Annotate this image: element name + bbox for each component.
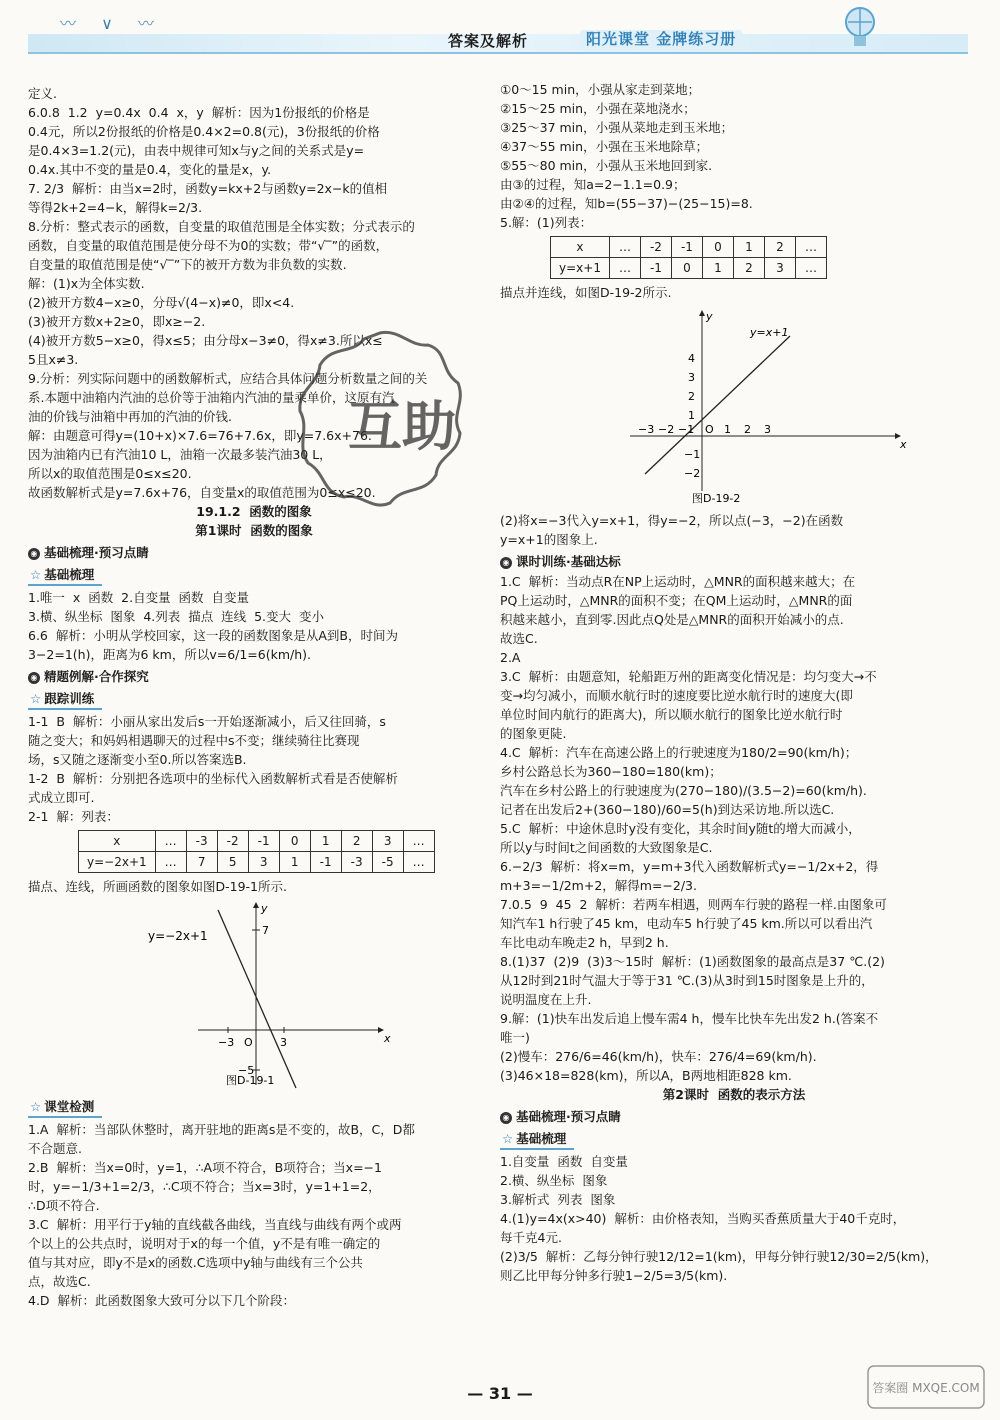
table-cell: -1: [248, 831, 279, 852]
left-answer-block-4: [28, 1120, 480, 1310]
table-cell: …: [609, 258, 640, 279]
x-axis-label: x: [900, 438, 907, 451]
table-cell: 3: [372, 831, 403, 852]
text-line: 1.自变量 函数 自变量: [500, 1154, 628, 1169]
table-cell: 2: [733, 258, 764, 279]
text-line: 故函数解析式是y=7.6x+76，自变量x的取值范围为0≤x≤20.: [28, 485, 376, 500]
text-line: 1.唯一 x 函数 2.自变量 函数 自变量: [28, 590, 249, 605]
page-header: [0, 0, 1000, 58]
text-line: 8.分析：整式表示的函数，自变量的取值范围是全体实数；分式表示的: [28, 219, 415, 234]
tick-label: 3: [688, 371, 695, 384]
text-line: m+3=−1/2m+2，解得m=−2/3.: [500, 878, 697, 893]
right-answer-block-1: [500, 80, 968, 232]
figure-caption: 图D-19-2: [692, 492, 741, 505]
text-line: 从12时到21时气温大于等于31 ℃.(3)从3时到15时图象是上升的，: [500, 973, 874, 988]
text-line: 6.0.8 1.2 y=0.4x 0.4 x，y 解析：因为1份报纸的价格是: [28, 105, 370, 120]
table-row: [551, 258, 827, 279]
tick-label: −5: [238, 1064, 255, 1077]
header-brand: 阳光课堂 金牌练习册: [580, 30, 742, 49]
y-axis-arrow: [253, 902, 259, 908]
right-answer-block-3: [500, 572, 968, 1085]
text-line: 由②④的过程，知b=(55−37)−(25−15)=8.: [500, 196, 753, 211]
table-cell: 5: [217, 852, 248, 873]
tick-label: −2: [684, 467, 701, 480]
watermark-logo: [866, 1362, 986, 1412]
text-line: 则乙比甲每分钟多行驶1−2/5=3/5(km).: [500, 1268, 728, 1283]
right-answer-block-4: [500, 1152, 968, 1285]
text-line: 3.C 解析：用平行于y轴的直线截各曲线，当直线与曲线有两个或两: [28, 1217, 402, 1232]
subsection-bar: ☆ 跟踪训练: [28, 687, 480, 712]
tick-label: −3: [218, 1036, 235, 1049]
origin-label: O: [244, 1036, 253, 1049]
table-cell: -1: [640, 258, 671, 279]
table-cell: …: [795, 237, 826, 258]
value-table-2: [550, 236, 827, 279]
text-line: (2)3/5 解析：乙每分钟行驶12/12=1(km)，甲每分钟行驶12/30=2/5(km)，: [500, 1249, 938, 1264]
section-icon: ◉: [500, 1112, 512, 1124]
text-line: 9.分析：列实际问题中的函数解析式，应结合具体问题分析数量之间的关: [28, 371, 428, 386]
table-cell: y=−2x+1: [79, 852, 156, 873]
section-icon: ◉: [28, 672, 40, 684]
header-title: 答案及解析: [448, 32, 529, 50]
text-line: 值与其对应，即y不是x的函数.C选项中y轴与曲线有三个公共: [28, 1255, 363, 1270]
tick-label: 1: [724, 423, 731, 436]
text-line: 等得2k+2=4−k，解得k=2/3.: [28, 200, 203, 215]
table-cell: …: [155, 831, 186, 852]
text-line: 点，故选C.: [28, 1274, 91, 1289]
text-line: 解：由题意可得y=(10+x)×7.6=76+7.6x，即y=7.6x+76.: [28, 428, 372, 443]
text-line: ②15～25 min，小强在菜地浇水；: [500, 101, 696, 116]
text-line: 函数，自变量的取值范围是使分母不为0的实数；带“√‾”的函数，: [28, 238, 389, 253]
table-cell: …: [609, 237, 640, 258]
text-line: 自变量的取值范围是使“√‾”下的被开方数为非负数的实数.: [28, 257, 347, 272]
tick-label: 1: [688, 409, 695, 422]
section-bar: ◉ 精题例解·合作探究: [28, 664, 480, 687]
tick-label: −3: [638, 423, 655, 436]
text-line: 3.C 解析：由题意知，轮船距万州的距离变化情况是：均匀变大→不: [500, 669, 877, 684]
tick-label: −1: [678, 423, 695, 436]
star-icon: ☆: [502, 1131, 514, 1146]
table-cell: 2: [341, 831, 372, 852]
text-line: 1.C 解析：当动点R在NP上运动时，△MNR的面积越来越大；在: [500, 574, 856, 589]
section-bar: ◉ 课时训练·基础达标: [500, 549, 968, 572]
text-line: 场，s又随之逐渐变小至0.所以答案选B.: [28, 752, 247, 767]
text-line: 8.(1)37 (2)9 (3)3～15时 解析：(1)函数图象的最高点是37 ℃.(2): [500, 954, 885, 969]
text-line: ①0～15 min，小强从家走到菜地；: [500, 82, 701, 97]
text-line: 3−2=1(h)，距离为6 km，所以v=6/1=6(km/h).: [28, 647, 312, 662]
table-cell: 7: [186, 852, 217, 873]
table-cell: -1: [671, 237, 702, 258]
section-icon: ◉: [28, 548, 40, 560]
stamp-text: 互助: [348, 395, 456, 458]
table-cell: -3: [186, 831, 217, 852]
tick-label: 7: [262, 924, 269, 937]
text-line: 0.4x.其中不变的量是0.4，变化的量是x，y.: [28, 162, 272, 177]
function-line: [218, 910, 296, 1088]
text-line: 1-1 B 解析：小丽从家出发后s一开始逐渐减小，后又往回骑，s: [28, 714, 386, 729]
text-line: 定义.: [28, 86, 57, 101]
function-label: y=x+1: [750, 326, 789, 339]
text-line: 6.−2/3 解析：将x=m，y=m+3代入函数解析式y=−1/2x+2，得: [500, 859, 879, 874]
table-cell: y=x+1: [551, 258, 610, 279]
table-cell: 0: [671, 258, 702, 279]
lesson-title: 第1课时 函数的图象: [195, 523, 313, 538]
text-line: (3)被开方数x+2≥0，即x≥−2.: [28, 314, 206, 329]
text-line: 0.4元，所以2份报纸的价格是0.4×2=0.8(元)，3份报纸的价格: [28, 124, 380, 139]
table-cell: 0: [702, 237, 733, 258]
text-line: 所以y与时间t之间函数的大致图象是C.: [500, 840, 713, 855]
text-line: 解：(1)x为全体实数.: [28, 276, 145, 291]
graph-d-19-2: [620, 306, 920, 506]
text-line: 系.本题中油箱内汽油的总价等于油箱内汽油的量乘单价，这原有汽: [28, 390, 395, 405]
text-line: 3.解析式 列表 图象: [500, 1192, 616, 1207]
text-line: 油的价钱与油箱中再加的汽油的价钱.: [28, 409, 232, 424]
tick-label: −2: [658, 423, 675, 436]
function-label: y=−2x+1: [148, 929, 208, 943]
section-bar: ◉ 基础梳理·预习点睛: [500, 1104, 968, 1127]
text-line: 个以上的公共点时，说明对于x的每一个值，y不是有唯一确定的: [28, 1236, 381, 1251]
subsection-bar: ☆ 基础梳理: [28, 563, 480, 588]
table-cell: 1: [733, 237, 764, 258]
table-cell: …: [795, 258, 826, 279]
text-line: 1-2 B 解析：分别把各选项中的坐标代入函数解析式看是否使解析: [28, 771, 398, 786]
table-cell: 2: [764, 237, 795, 258]
text-line: 7.0.5 9 45 2 解析：若两车相遇，则两车行驶的路程一样.由图象可: [500, 897, 887, 912]
text-line: y=x+1的图象上.: [500, 532, 598, 547]
text-line: 9.解：(1)快车出发后追上慢车需4 h，慢车比快车先出发2 h.(答案不: [500, 1011, 879, 1026]
watermark-text: 答案圈 MXQE.COM: [872, 1381, 980, 1395]
section-bar: ◉ 基础梳理·预习点睛: [28, 540, 480, 563]
stamp-logo: [290, 325, 470, 515]
text-line: 4.D 解析：此函数图象大致可分以下几个阶段：: [28, 1293, 295, 1308]
section-icon: ◉: [500, 557, 512, 569]
text-line: 的图象更陡.: [500, 726, 567, 741]
text-line: PQ上运动时，△MNR的面积不变；在QM上运动时，△MNR的面: [500, 593, 853, 608]
text-line: ③25～37 min，小强从菜地走到玉米地；: [500, 120, 734, 135]
text-line: (4)被开方数5−x≥0，得x≤5；由分母x−3≠0，得x≠3.所以x≤: [28, 333, 383, 348]
table-cell: …: [155, 852, 186, 873]
table-cell: 3: [248, 852, 279, 873]
table-row: [79, 852, 435, 873]
text-line: 5且x≠3.: [28, 352, 79, 367]
star-icon: ☆: [30, 1099, 42, 1114]
y-axis-label: y: [261, 902, 268, 915]
text-line: 4.(1)y=4x(x>40) 解析：由价格表知，当购买香蕉质量大于40千克时，: [500, 1211, 906, 1226]
star-icon: ☆: [30, 567, 42, 582]
text-line: ∴D项不符合.: [28, 1198, 100, 1213]
text-line: 记者在出发后2+(360−180)/60=5(h)到达采访地.所以选C.: [500, 802, 835, 817]
table-row: [79, 831, 435, 852]
text-line: ⑤55～80 min，小强从玉米地回到家.: [500, 158, 713, 173]
text-line: 5.C 解析：中途休息时y没有变化，其余时间y随t的增大而减小，: [500, 821, 861, 836]
text-line: 描点、连线，所画函数的图象如图D-19-1所示.: [28, 879, 287, 894]
table-cell: -3: [341, 852, 372, 873]
value-table-1: [78, 830, 435, 873]
globe-icon: [830, 4, 890, 48]
table-cell: x: [79, 831, 156, 852]
text-line: 唯一): [500, 1030, 530, 1045]
text-line: 1.A 解析：当部队休整时，离开驻地的距离s是不变的，故B，C，D都: [28, 1122, 415, 1137]
birds-icon: 〰 ∨ 〰: [60, 14, 164, 33]
text-line: 6.6 解析：小明从学校回家，这一段的函数图象是从A到B，时间为: [28, 628, 398, 643]
text-line: 单位时间内航行的距离大)，所以顺水航行的图象比逆水航行时: [500, 707, 843, 722]
left-answer-block-2: [28, 588, 480, 664]
table-cell: …: [403, 852, 434, 873]
text-line: 描点并连线，如图D-19-2所示.: [500, 285, 672, 300]
text-line: 2.B 解析：当x=0时，y=1，∴A项不符合，B项符合；当x=−1: [28, 1160, 382, 1175]
text-line: 知汽车1 h行驶了45 km，电动车5 h行驶了45 km.所以可以看出汽: [500, 916, 873, 931]
text-line: 不合题意.: [28, 1141, 82, 1156]
text-line: 积越来越小，直到零.因此点Q处是△MNR的面积开始减小的点.: [500, 612, 844, 627]
tick-label: 2: [688, 390, 695, 403]
text-line: 时，y=−1/3+1=2/3，∴C项不符合；当x=3时，y=1+1=2，: [28, 1179, 381, 1194]
lesson-title: 第2课时 函数的表示方法: [662, 1087, 806, 1102]
text-line: 4.C 解析：汽车在高速公路上的行驶速度为180/2=90(km/h)；: [500, 745, 858, 760]
origin-label: O: [705, 423, 714, 436]
text-line: 故选C.: [500, 631, 538, 646]
table-row: [551, 237, 827, 258]
text-line: (2)被开方数4−x≥0，分母√(4−x)≠0，即x<4.: [28, 295, 295, 310]
function-line: [645, 336, 790, 474]
tick-label: −1: [684, 448, 701, 461]
text-line: 3.横、纵坐标 图象 4.列表 描点 连线 5.变大 变小: [28, 609, 324, 624]
page-number: — 31 —: [467, 1384, 533, 1403]
text-line: 每千克4元.: [500, 1230, 562, 1245]
text-line: 2-1 解：列表：: [28, 809, 119, 824]
table-cell: -5: [372, 852, 403, 873]
text-line: 因为油箱内已有汽油10 L，油箱一次最多装汽油30 L，: [28, 447, 332, 462]
text-line: 7. 2/3 解析：由当x=2时，函数y=kx+2与函数y=2x−k的值相: [28, 181, 388, 196]
text-line: 汽车在乡村公路上的行驶速度为(270−180)/(3.5−2)=60(km/h).: [500, 783, 867, 798]
text-line: 乡村公路总长为360−180=180(km)；: [500, 764, 722, 779]
text-line: (2)慢车：276/6=46(km/h)，快车：276/4=69(km/h).: [500, 1049, 817, 1064]
left-answer-block-3: [28, 712, 480, 826]
text-line: (2)将x=−3代入y=x+1，得y=−2，所以点(−3，−2)在函数: [500, 513, 844, 528]
table-cell: 3: [764, 258, 795, 279]
table-cell: 1: [702, 258, 733, 279]
table-cell: 0: [279, 831, 310, 852]
y-axis-arrow: [699, 310, 705, 316]
subsection-bar: ☆ 课堂检测: [28, 1095, 480, 1120]
text-line: 2.横、纵坐标 图象: [500, 1173, 608, 1188]
subsection-bar: ☆ 基础梳理: [500, 1127, 968, 1152]
text-line: 随之变大；和妈妈相遇聊天的过程中s不变；继续骑往比赛现: [28, 733, 360, 748]
table-cell: -1: [310, 852, 341, 873]
tick-label: 3: [280, 1036, 287, 1049]
table-cell: x: [551, 237, 610, 258]
text-line: 变→均匀减小，而顺水航行时的速度要比逆水航行时的速度大(即: [500, 688, 853, 703]
right-answer-block-2: [500, 511, 968, 549]
table-cell: 1: [279, 852, 310, 873]
text-line: 式成立即可.: [28, 790, 95, 805]
left-column: [28, 84, 480, 1310]
star-icon: ☆: [30, 691, 42, 706]
x-axis-label: x: [384, 1032, 391, 1045]
text-line: 由③的过程，知a=2−1.1=0.9；: [500, 177, 686, 192]
table-cell: -2: [640, 237, 671, 258]
tick-label: 4: [688, 352, 695, 365]
text-line: 5.解：(1)列表：: [500, 215, 593, 230]
y-axis-label: y: [706, 310, 713, 323]
text-line: ④37～55 min，小强在玉米地除草；: [500, 139, 709, 154]
table-cell: -2: [217, 831, 248, 852]
tick-label: 3: [764, 423, 771, 436]
text-line: 所以x的取值范围是0≤x≤20.: [28, 466, 192, 481]
section-title: 19.1.2 函数的图象: [196, 504, 312, 519]
text-line: (3)46×18=828(km)，所以A，B两地相距828 km.: [500, 1068, 792, 1083]
table-cell: …: [403, 831, 434, 852]
tick-label: 2: [744, 423, 751, 436]
table-cell: 1: [310, 831, 341, 852]
text-line: 2.A: [500, 650, 521, 665]
right-column: [500, 80, 968, 1285]
text-line: 说明温度在上升.: [500, 992, 592, 1007]
graph-d-19-1: [148, 900, 408, 1090]
figure-caption: 图D-19-1: [226, 1074, 275, 1087]
text-line: 是0.4×3=1.2(元)，由表中规律可知x与y之间的关系式是y=: [28, 143, 365, 158]
text-line: 车比电动车晚走2 h，早到2 h.: [500, 935, 669, 950]
